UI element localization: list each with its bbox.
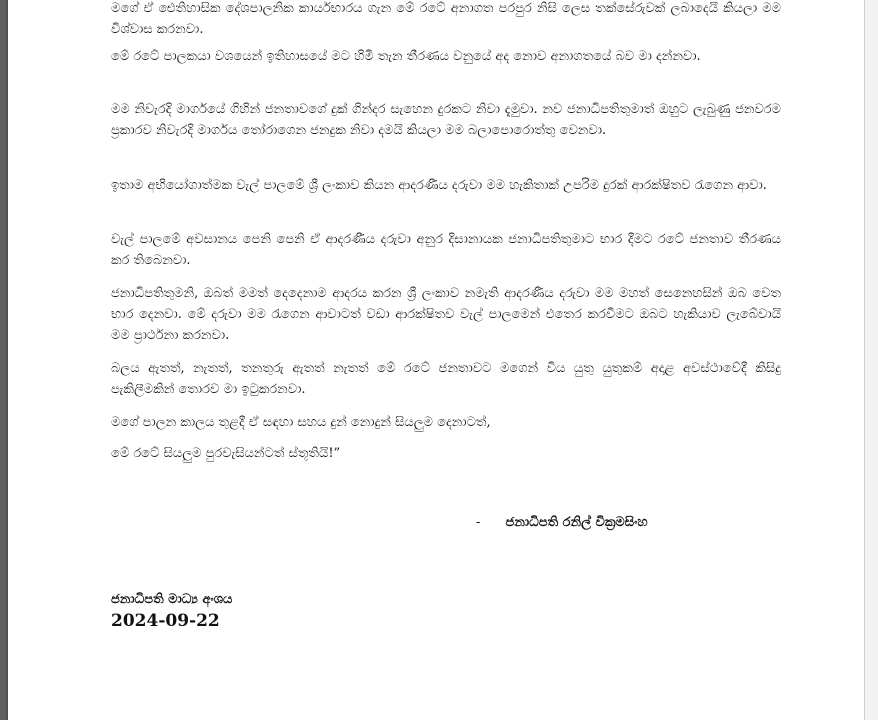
viewer-scrollbar[interactable] <box>864 0 878 720</box>
document-page <box>8 0 864 720</box>
paragraph-9: මේ රටේ සියලුම පුරවැසියන්ටත් ස්තූතියි!” <box>111 446 341 461</box>
signature-dash: - <box>476 515 481 530</box>
signature-name: ජනාධිපති රනිල් වික්‍රමසිංහ <box>505 515 648 530</box>
paragraph-8: මගේ පාලන කාලය තුළදී ඒ සඳහා සහය දුන් නොදුන් සියලුම දෙනාටත්, <box>111 415 491 430</box>
paragraph-3: මම නිවැරදි මාර්ගයේ ගිහින් ජනතාවගේ දුක් ගින්දර සැහෙන දුරකට නිවා දැමුවා. නව ජනාධිපතිතුමාත් ඔහුට ලැබුණු ජනවරම ප්‍රකාරව නිවැරදි මාර්ගය තෝරාගෙන ජනදුක නිවා දමයි කියලා මම බලාපොරොත්තු වෙනවා. <box>111 102 781 138</box>
paragraph-7: බලය ඇතත්, නැතත්, තනතුරු ඇතත් නැතත් මේ රටේ ජනතාවට මගෙන් විය යුතු යුතුකම් අදාළ අවස්ථාවේදී කිසිදු පැකිලීමකින් තොරව මා ඉටුකරනවා. <box>111 361 781 397</box>
office-name: ජනාධිපති මාධ්‍ය අංශය <box>111 592 233 607</box>
signature-line <box>476 512 648 533</box>
paragraph-2: මේ රටේ පාලකයා වශයෙන් ඉතිහාසයේ මට හිමි තැන තීරණය වනුයේ අද නොව අනාගතයේ බව මා දන්නවා. <box>111 49 701 64</box>
paragraph-5: වැල් පාලමේ අවසානය පෙනි පෙනි ඒ ආදරණීය දරුවා අනුර දිසානායක ජනාධිපතිතුමාට භාර දීමට රටේ ජනතාව තීරණය කර තිබෙනවා. <box>111 232 781 268</box>
document-date: 2024-09-22 <box>111 611 220 631</box>
paragraph-4: ඉතාම අභියෝගාත්මක වැල් පාලමේ ශ්‍රී ලංකාව කියන ආදරණීය දරුවා මම හැකිතාක් උපරිම දුරක් ආරක්ෂිතව රැගෙන ආවා. <box>111 178 767 193</box>
paragraph-1: මගේ ඒ ඓතිහාසික දේශපාලනික කාර්යභාරය ගැන මේ රටේ අනාගත පරපුර නිසි ලෙස තක්සේරුවක් ලබාදෙයි කියලා මම විශ්වාස කරනවා. <box>111 1 781 37</box>
paragraph-6: ජනාධිපතිතුමනි, ඔබත් මමත් දෙදෙනාම ආදරය කරන ශ්‍රී ලංකාව නමැති ආදරණීය දරුවා මම මහත් සෙනෙහසින් ඔබ වෙත භාර දෙනවා. මේ දරුවා මම රැගෙන ආවාටත් වඩා ආරක්ෂිතව වැල් පාලමෙන් එතෙර කරවීමට ඔබට හැකියාව ලැබේවායි මම ප්‍රාර්ථනා කරනවා. <box>111 286 781 343</box>
